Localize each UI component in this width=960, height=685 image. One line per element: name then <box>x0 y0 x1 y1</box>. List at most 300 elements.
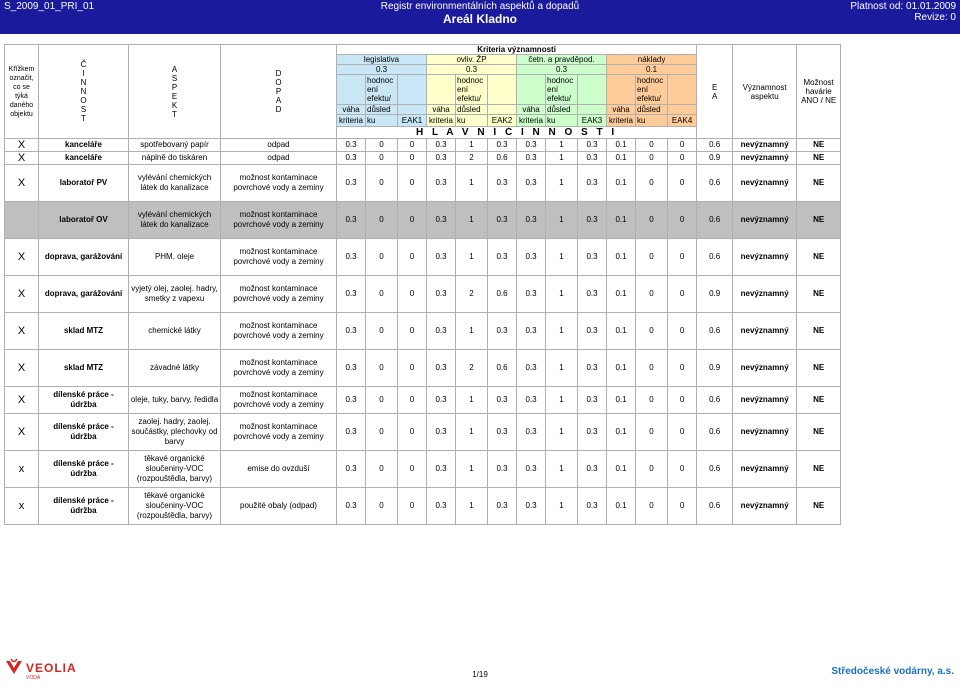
group-naklady: náklady <box>607 55 697 65</box>
havarie-cell: NE <box>797 139 841 152</box>
aspekt-cell: vyjetý olej, zaolej. hadry, smetky z vapexu <box>129 276 221 313</box>
criterion-value-cell: 1 <box>546 451 578 488</box>
criterion-value-cell: 0 <box>366 313 398 350</box>
kriteria-title: Kriteria významnosti <box>337 45 697 55</box>
criterion-value-cell: 0.6 <box>488 276 517 313</box>
criterion-value-cell: 0.3 <box>427 239 456 276</box>
criterion-value-cell: 0 <box>636 414 668 451</box>
header-letter: Č <box>80 60 87 69</box>
criterion-value-cell: 0 <box>366 276 398 313</box>
header-letter: P <box>275 87 282 96</box>
vaha-label: váha <box>427 105 456 115</box>
weight-cetnost: 0.3 <box>517 65 607 75</box>
cinnost-cell: doprava, garážování <box>39 239 129 276</box>
header-letter: N <box>80 87 87 96</box>
dusled-label: důsled <box>366 105 398 115</box>
brand-sub: VODA <box>26 675 41 681</box>
dopad-cell: odpad <box>221 152 337 165</box>
table-row <box>5 451 841 488</box>
criterion-value-cell: 1 <box>456 239 488 276</box>
criterion-value-cell: 2 <box>456 152 488 165</box>
criterion-value-cell: 0 <box>398 451 427 488</box>
criterion-value-cell: 0.1 <box>607 276 636 313</box>
criterion-value-cell: 0 <box>366 152 398 165</box>
table-row <box>5 139 841 152</box>
criterion-value-cell: 0.3 <box>337 139 366 152</box>
criterion-value-cell: 0.3 <box>578 165 607 202</box>
criterion-value-cell: 0.3 <box>488 202 517 239</box>
doc-code: S_2009_01_PRI_01 <box>4 1 95 12</box>
hodnoceni-label: hodnoc ení efektu/ <box>636 75 668 105</box>
mark-cell: X <box>5 387 39 414</box>
company-name: Středočeské vodárny, a.s. <box>831 666 954 677</box>
cinnost-cell: kanceláře <box>39 152 129 165</box>
criterion-value-cell: 0.3 <box>578 488 607 525</box>
vyznamnost-cell: nevýznamný <box>733 152 797 165</box>
mark-cell: X <box>5 152 39 165</box>
dopad-cell: možnost kontaminace povrchové vody a zeminy <box>221 313 337 350</box>
page-footer <box>0 655 960 685</box>
criterion-value-cell: 0 <box>398 313 427 350</box>
criterion-value-cell: 0.3 <box>488 139 517 152</box>
criterion-value-cell: 0 <box>398 387 427 414</box>
dusled-label: důsled <box>456 105 488 115</box>
aspekt-cell: oleje, tuky, barvy, ředidla <box>129 387 221 414</box>
criterion-value-cell: 0.3 <box>578 451 607 488</box>
criterion-value-cell: 1 <box>456 165 488 202</box>
mark-cell: x <box>5 488 39 525</box>
criterion-value-cell: 0.3 <box>488 488 517 525</box>
criterion-value-cell: 0 <box>668 387 697 414</box>
criterion-value-cell: 0 <box>636 451 668 488</box>
dopad-cell: možnost kontaminace povrchové vody a zeminy <box>221 165 337 202</box>
criterion-value-cell: 0.3 <box>337 488 366 525</box>
havarie-cell: NE <box>797 276 841 313</box>
criterion-value-cell: 0 <box>668 350 697 387</box>
ea-value-cell: 0.6 <box>697 165 733 202</box>
criterion-value-cell: 1 <box>546 350 578 387</box>
criterion-value-cell: 0 <box>366 414 398 451</box>
criterion-value-cell: 0.3 <box>337 276 366 313</box>
vyznamnost-cell: nevýznamný <box>733 165 797 202</box>
aspekt-cell: spotřebovaný papír <box>129 139 221 152</box>
aspekt-column-header <box>129 45 221 139</box>
dusled-label: důsled <box>636 105 668 115</box>
criterion-value-cell: 0.3 <box>517 152 546 165</box>
aspekt-cell: vylévání chemických látek do kanalizace <box>129 202 221 239</box>
vyznamnost-cell: nevýznamný <box>733 451 797 488</box>
cinnost-cell: laboratoř PV <box>39 165 129 202</box>
ea-value-cell: 0.9 <box>697 350 733 387</box>
vyznamnost-cell: nevýznamný <box>733 414 797 451</box>
dopad-cell: odpad <box>221 139 337 152</box>
eak3-label: EAK3 <box>578 115 607 127</box>
criterion-value-cell: 1 <box>546 313 578 350</box>
aspekt-cell: těkavé organické sloučeniny-VOC (rozpouštědla, barvy) <box>129 451 221 488</box>
weight-naklady: 0.1 <box>607 65 697 75</box>
criterion-value-cell: 0 <box>636 202 668 239</box>
table-row <box>5 152 841 165</box>
criterion-value-cell: 0 <box>366 488 398 525</box>
criterion-value-cell: 0.6 <box>488 152 517 165</box>
header-letter: A <box>711 91 718 101</box>
vyznamnost-cell: nevýznamný <box>733 202 797 239</box>
aspekt-cell: chemické látky <box>129 313 221 350</box>
header-letter: A <box>275 96 282 105</box>
document-header <box>0 0 960 34</box>
criterion-value-cell: 0.3 <box>517 202 546 239</box>
cinnost-column-header <box>39 45 129 139</box>
cinnost-cell: doprava, garážování <box>39 276 129 313</box>
header-letter: S <box>80 105 87 114</box>
header-letter: N <box>80 78 87 87</box>
criterion-value-cell: 0.3 <box>517 350 546 387</box>
criterion-value-cell: 0 <box>366 350 398 387</box>
havarie-cell: NE <box>797 239 841 276</box>
cinnost-cell: dílenské práce - údržba <box>39 414 129 451</box>
criterion-value-cell: 0 <box>398 488 427 525</box>
criterion-value-cell: 1 <box>546 165 578 202</box>
group-cetnost: četn. a pravděpod. <box>517 55 607 65</box>
vyznamnost-cell: nevýznamný <box>733 139 797 152</box>
mark-cell: X <box>5 165 39 202</box>
criterion-value-cell: 0 <box>366 139 398 152</box>
criterion-value-cell: 1 <box>546 202 578 239</box>
havarie-cell: NE <box>797 165 841 202</box>
criterion-value-cell: 0 <box>636 488 668 525</box>
header-letter: K <box>171 100 178 110</box>
header-letter: O <box>80 96 87 105</box>
criterion-value-cell: 0.3 <box>427 152 456 165</box>
criterion-value-cell: 0 <box>636 152 668 165</box>
havarie-cell: NE <box>797 350 841 387</box>
aspects-register-table <box>4 44 841 525</box>
criterion-value-cell: 0.3 <box>488 451 517 488</box>
mark-cell: X <box>5 350 39 387</box>
criterion-value-cell: 0 <box>636 276 668 313</box>
criterion-value-cell: 0 <box>398 239 427 276</box>
criterion-value-cell: 0.3 <box>337 451 366 488</box>
criterion-value-cell: 2 <box>456 276 488 313</box>
mark-column-header: Křížkem označit, co se týká daného objektu <box>5 45 39 139</box>
criterion-value-cell: 0.3 <box>488 414 517 451</box>
criterion-value-cell: 2 <box>456 350 488 387</box>
aspekt-cell: vylévání chemických látek do kanalizace <box>129 165 221 202</box>
header-letter: T <box>81 114 86 123</box>
weight-legislativa: 0.3 <box>337 65 427 75</box>
vaha-label: váha <box>607 105 636 115</box>
mark-cell: X <box>5 414 39 451</box>
criterion-value-cell: 0 <box>668 239 697 276</box>
criterion-value-cell: 0.3 <box>517 414 546 451</box>
criterion-value-cell: 0.3 <box>517 165 546 202</box>
dopad-column-header <box>221 45 337 139</box>
criterion-value-cell: 0.3 <box>578 387 607 414</box>
criterion-value-cell: 0 <box>366 239 398 276</box>
table-row <box>5 239 841 276</box>
criterion-value-cell: 1 <box>546 387 578 414</box>
criterion-value-cell: 1 <box>546 239 578 276</box>
dopad-cell: možnost kontaminace povrchové vody a zeminy <box>221 276 337 313</box>
vyznamnost-cell: nevýznamný <box>733 313 797 350</box>
dopad-cell: emise do ovzduší <box>221 451 337 488</box>
register-rows <box>5 139 841 525</box>
ea-value-cell: 0.6 <box>697 488 733 525</box>
criterion-value-cell: 0.1 <box>607 139 636 152</box>
criterion-value-cell: 0.1 <box>607 451 636 488</box>
group-ovliv: ovliv. ŽP <box>427 55 517 65</box>
criterion-value-cell: 0 <box>668 488 697 525</box>
criterion-value-cell: 0.3 <box>517 313 546 350</box>
havarie-cell: NE <box>797 387 841 414</box>
criterion-value-cell: 0.3 <box>337 387 366 414</box>
criterion-value-cell: 0.3 <box>578 152 607 165</box>
hlavni-cinnosti-label: H L A V N Í Č I N N O S T I <box>337 127 697 139</box>
criterion-value-cell: 1 <box>456 488 488 525</box>
header-letter: I <box>82 69 85 78</box>
ea-value-cell: 0.6 <box>697 202 733 239</box>
criterion-value-cell: 0.3 <box>517 139 546 152</box>
havarie-cell: NE <box>797 313 841 350</box>
criterion-value-cell: 0.1 <box>607 387 636 414</box>
criterion-value-cell: 0.3 <box>427 387 456 414</box>
cinnost-cell: laboratoř OV <box>39 202 129 239</box>
criterion-value-cell: 0.3 <box>517 387 546 414</box>
criterion-value-cell: 0 <box>668 414 697 451</box>
cinnost-cell: dílenské práce - údržba <box>39 451 129 488</box>
criterion-value-cell: 0 <box>636 313 668 350</box>
criterion-value-cell: 0 <box>668 451 697 488</box>
criterion-value-cell: 0.3 <box>337 414 366 451</box>
criterion-value-cell: 0 <box>398 165 427 202</box>
site-name: Areál Kladno <box>442 12 517 26</box>
criterion-value-cell: 0.3 <box>517 451 546 488</box>
criterion-value-cell: 0.3 <box>578 414 607 451</box>
ea-value-cell: 0.6 <box>697 239 733 276</box>
criterion-value-cell: 0.1 <box>607 313 636 350</box>
ea-value-cell: 0.9 <box>697 276 733 313</box>
dopad-cell: možnost kontaminace povrchové vody a zeminy <box>221 202 337 239</box>
header-letter: A <box>171 64 178 74</box>
criterion-value-cell: 1 <box>456 387 488 414</box>
criterion-value-cell: 1 <box>456 414 488 451</box>
aspekt-cell: zaolej. hadry, zaolej. součástky, plechovky od barvy <box>129 414 221 451</box>
criterion-value-cell: 0.3 <box>488 387 517 414</box>
revision: Revize: 0 <box>914 12 956 23</box>
ea-value-cell: 0.6 <box>697 139 733 152</box>
header-letter: P <box>171 82 178 92</box>
vyznamnost-cell: nevýznamný <box>733 488 797 525</box>
header-letter: O <box>275 78 282 87</box>
mark-cell <box>5 202 39 239</box>
kriteria-label: kriteria <box>517 115 546 127</box>
criterion-value-cell: 1 <box>546 414 578 451</box>
criterion-value-cell: 0.1 <box>607 414 636 451</box>
criterion-value-cell: 0.1 <box>607 152 636 165</box>
criterion-value-cell: 0.3 <box>488 165 517 202</box>
eak2-label: EAK2 <box>488 115 517 127</box>
criterion-value-cell: 1 <box>546 139 578 152</box>
kriteria-label: kriteria <box>607 115 636 127</box>
criterion-value-cell: 0 <box>668 165 697 202</box>
doc-title: Registr environmentálních aspektů a dopadů <box>380 1 580 12</box>
criterion-value-cell: 0 <box>668 202 697 239</box>
table-row <box>5 313 841 350</box>
criterion-value-cell: 0.3 <box>337 350 366 387</box>
mark-cell: X <box>5 313 39 350</box>
criterion-value-cell: 1 <box>456 139 488 152</box>
table-row <box>5 414 841 451</box>
kriteria-label: kriteria <box>337 115 366 127</box>
criterion-value-cell: 0.3 <box>578 350 607 387</box>
criterion-value-cell: 0 <box>398 414 427 451</box>
criterion-value-cell: 0.1 <box>607 202 636 239</box>
vyznamnost-cell: nevýznamný <box>733 276 797 313</box>
table-row <box>5 276 841 313</box>
mark-cell: X <box>5 139 39 152</box>
eak1-label: EAK1 <box>398 115 427 127</box>
header-letter: S <box>171 73 178 83</box>
criterion-value-cell: 0.3 <box>517 488 546 525</box>
cinnost-cell: dílenské práce - údržba <box>39 387 129 414</box>
criterion-value-cell: 0.1 <box>607 165 636 202</box>
header-letter: D <box>275 69 282 78</box>
criterion-value-cell: 1 <box>456 313 488 350</box>
criterion-value-cell: 0 <box>636 387 668 414</box>
dopad-cell: možnost kontaminace povrchové vody a zeminy <box>221 239 337 276</box>
criterion-value-cell: 0 <box>366 451 398 488</box>
havarie-cell: NE <box>797 152 841 165</box>
havarie-cell: NE <box>797 488 841 525</box>
eak4-label: EAK4 <box>668 115 697 127</box>
header-letter: E <box>711 82 718 92</box>
criterion-value-cell: 0.3 <box>337 239 366 276</box>
criterion-value-cell: 0.3 <box>427 350 456 387</box>
group-legislativa: legislativa <box>337 55 427 65</box>
criterion-value-cell: 0.3 <box>578 276 607 313</box>
aspekt-cell: náplně do tiskáren <box>129 152 221 165</box>
criterion-value-cell: 0.3 <box>337 165 366 202</box>
page-number: 1/19 <box>472 670 488 679</box>
criterion-value-cell: 0.3 <box>578 239 607 276</box>
criterion-value-cell: 0 <box>398 139 427 152</box>
criterion-value-cell: 0 <box>636 139 668 152</box>
mark-cell: X <box>5 239 39 276</box>
criterion-value-cell: 0 <box>398 350 427 387</box>
header-letter: D <box>275 105 282 114</box>
ea-value-cell: 0.6 <box>697 414 733 451</box>
criterion-value-cell: 0.3 <box>427 313 456 350</box>
criterion-value-cell: 0.3 <box>427 165 456 202</box>
header-letter: E <box>171 91 178 101</box>
ku-label: ku <box>456 115 488 127</box>
criterion-value-cell: 0.3 <box>488 313 517 350</box>
table-row <box>5 387 841 414</box>
criterion-value-cell: 0.3 <box>578 202 607 239</box>
criterion-value-cell: 1 <box>456 451 488 488</box>
ea-value-cell: 0.6 <box>697 451 733 488</box>
cinnost-cell: sklad MTZ <box>39 313 129 350</box>
havarie-cell: NE <box>797 202 841 239</box>
criterion-value-cell: 0 <box>366 165 398 202</box>
criterion-value-cell: 0.3 <box>427 451 456 488</box>
criterion-value-cell: 0.1 <box>607 350 636 387</box>
criterion-value-cell: 1 <box>456 202 488 239</box>
vyznamnost-column-header: Významnost aspektu <box>733 45 797 139</box>
criterion-value-cell: 0.3 <box>337 313 366 350</box>
criterion-value-cell: 0 <box>668 276 697 313</box>
criterion-value-cell: 0.3 <box>578 313 607 350</box>
aspekt-cell: těkavé organické sloučeniny-VOC (rozpouštědla, barvy) <box>129 488 221 525</box>
ku-label: ku <box>546 115 578 127</box>
criterion-value-cell: 0 <box>668 152 697 165</box>
criterion-value-cell: 0 <box>636 350 668 387</box>
criterion-value-cell: 0.6 <box>488 350 517 387</box>
vyznamnost-cell: nevýznamný <box>733 387 797 414</box>
criterion-value-cell: 0 <box>398 202 427 239</box>
criterion-value-cell: 0.3 <box>337 202 366 239</box>
criterion-value-cell: 0.3 <box>578 139 607 152</box>
table-row <box>5 202 841 239</box>
criterion-value-cell: 0 <box>636 165 668 202</box>
criterion-value-cell: 0.3 <box>517 276 546 313</box>
havarie-cell: NE <box>797 451 841 488</box>
vaha-label: váha <box>517 105 546 115</box>
criterion-value-cell: 0 <box>668 139 697 152</box>
brand-name: VEOLIA <box>26 661 77 675</box>
cinnost-cell: kanceláře <box>39 139 129 152</box>
criterion-value-cell: 0.3 <box>427 414 456 451</box>
criterion-value-cell: 1 <box>546 276 578 313</box>
criterion-value-cell: 0 <box>668 313 697 350</box>
criterion-value-cell: 0.1 <box>607 239 636 276</box>
criterion-value-cell: 0.3 <box>427 276 456 313</box>
criterion-value-cell: 0.3 <box>427 139 456 152</box>
dopad-cell: možnost kontaminace povrchové vody a zeminy <box>221 414 337 451</box>
criterion-value-cell: 0 <box>398 276 427 313</box>
mark-cell: X <box>5 276 39 313</box>
cinnost-cell: dílenské práce - údržba <box>39 488 129 525</box>
ku-label: ku <box>366 115 398 127</box>
ea-column-header <box>697 45 733 139</box>
criterion-value-cell: 0.3 <box>427 202 456 239</box>
aspekt-cell: závadné látky <box>129 350 221 387</box>
criterion-value-cell: 0 <box>398 152 427 165</box>
dopad-cell: možnost kontaminace povrchové vody a zeminy <box>221 387 337 414</box>
table-row <box>5 488 841 525</box>
criterion-value-cell: 0.3 <box>517 239 546 276</box>
criterion-value-cell: 0.1 <box>607 488 636 525</box>
header-letter: T <box>172 109 177 119</box>
ea-value-cell: 0.9 <box>697 152 733 165</box>
weight-ovliv: 0.3 <box>427 65 517 75</box>
criterion-value-cell: 0 <box>636 239 668 276</box>
ea-value-cell: 0.6 <box>697 387 733 414</box>
criterion-value-cell: 0 <box>366 202 398 239</box>
moznost-havarie-column-header: Možnost havárie ANO / NE <box>797 45 841 139</box>
vyznamnost-cell: nevýznamný <box>733 239 797 276</box>
criterion-value-cell: 1 <box>546 152 578 165</box>
mark-cell: x <box>5 451 39 488</box>
vyznamnost-cell: nevýznamný <box>733 350 797 387</box>
cinnost-cell: sklad MTZ <box>39 350 129 387</box>
criterion-value-cell: 0.3 <box>337 152 366 165</box>
hodnoceni-label: hodnoc ení efektu/ <box>546 75 578 105</box>
ku-label: ku <box>636 115 668 127</box>
hodnoceni-label: hodnoc ení efektu/ <box>366 75 398 105</box>
table-row <box>5 165 841 202</box>
kriteria-label: kriteria <box>427 115 456 127</box>
